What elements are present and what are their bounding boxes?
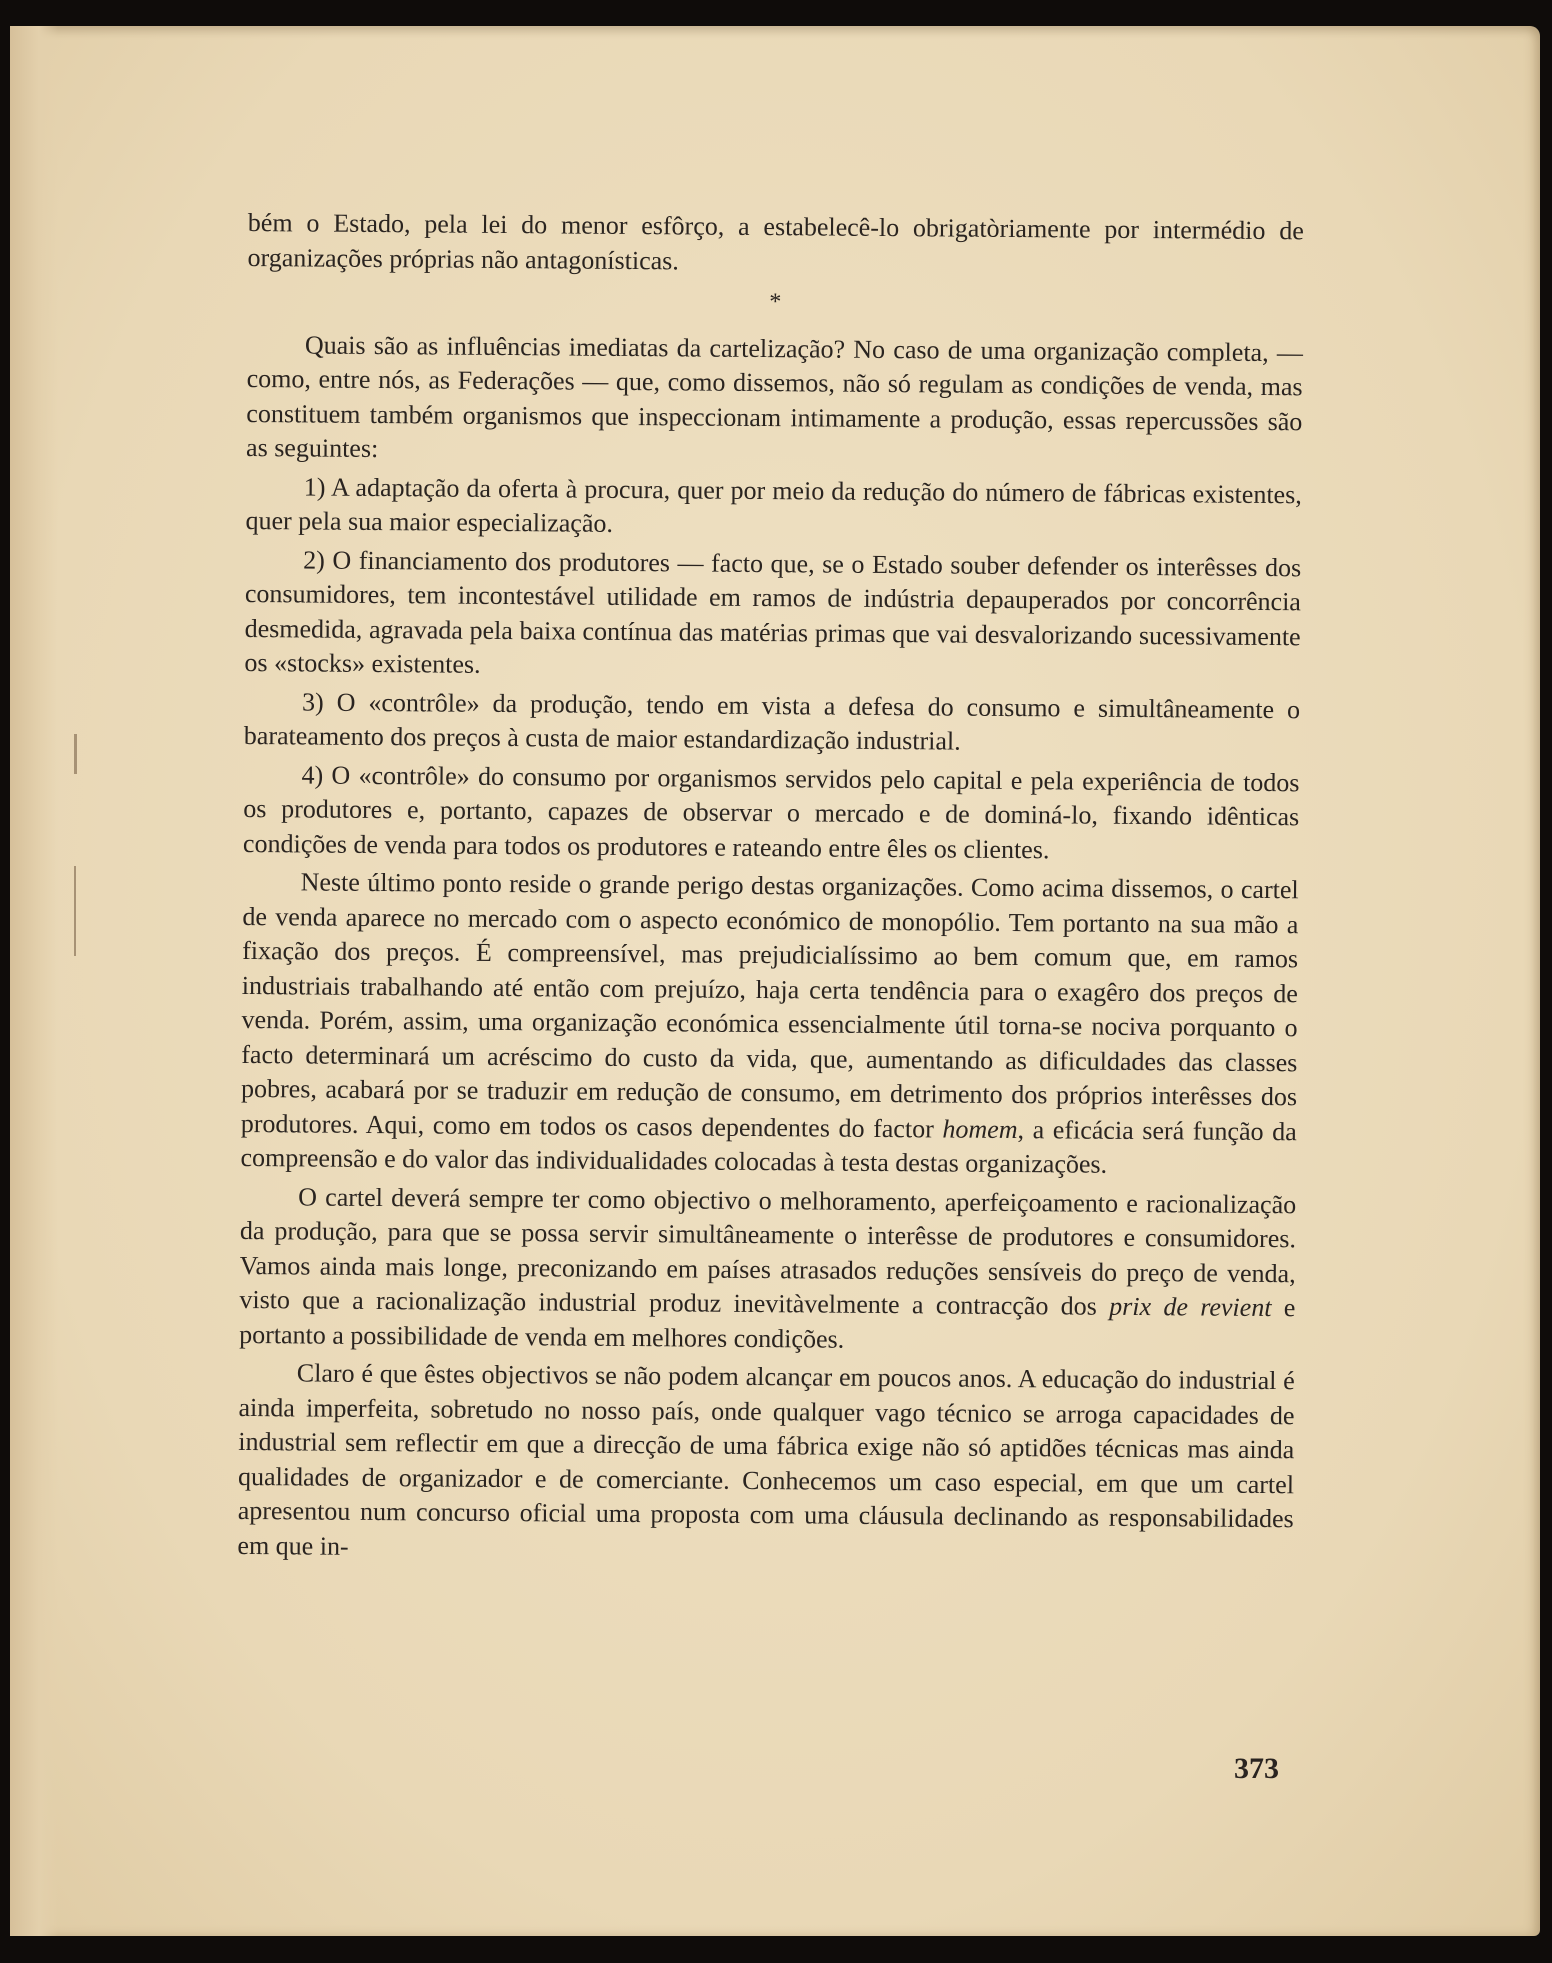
paragraph-text: O cartel deverá sempre ter como objectivo o melhoramento, aperfeiçoamento e racionalização da produção, para que se possa servir simultâneamente o interêsse de produtores e consumidores. Vamos ainda mais longe, preconizando em países atrasados reduções sensíveis do preço de venda, visto que a racionalização industrial produz inevitàvelmente a contracção dos bbox=[239, 1181, 1297, 1321]
paragraph bbox=[239, 1179, 1296, 1360]
paragraph-continuation: bém o Estado, pela lei do menor esfôrço, a estabelecê-lo obrigatòriamente por intermédio de organizações próprias não antagonísticas. bbox=[247, 207, 1304, 275]
paragraph-text: Neste último ponto reside o grande perigo destas organizações. Como acima dissemos, o cartel de venda aparece no mercado com o aspecto económico de monopólio. Tem portanto na sua mão a fixação dos preços. É compreensível, mas prejudicialíssimo ao bem comum que, em ramos industriais trabalhando até então com prejuízo, haja certa tendência para o exagêro dos preços de venda. Porém, assim, uma organização económica essencialmente útil torna-se nociva porquanto o facto determinará um acréscimo do custo da vida, que, aumentando as dificuldades das classes pobres, acabará por se traduzir em redução de consumo, em detrimento dos próprios interêsses dos produtores. Aqui, como em todos os casos dependentes do factor bbox=[240, 867, 1299, 1143]
paragraph-text: , a eficácia será função da compreensão e do valor das individualidades colocadas à testa destas organizações. bbox=[240, 1114, 1297, 1179]
book-page bbox=[10, 26, 1540, 1936]
list-item-4: 4) O «contrôle» do consumo por organismos servidos pelo capital e pela experiência de todos os produtores e, portanto, capazes de observar o mercado e de dominá-lo, fixando idênticas condições de venda para todos os produtores e rateando entre êles os clientes. bbox=[242, 759, 1300, 864]
margin-mark bbox=[74, 734, 77, 774]
section-separator-asterisk: * bbox=[769, 289, 782, 316]
margin-mark bbox=[74, 866, 76, 956]
page-gutter-shadow bbox=[10, 26, 58, 1936]
paragraph-text: e portanto a possibilidade de venda em melhores condições. bbox=[239, 1293, 1296, 1354]
italic-term: homem bbox=[942, 1113, 1018, 1144]
list-item-2: 2) O financiamento dos produtores — facto que, se o Estado souber defender os interêsses dos consumidores, tem incontestável utilidade em ramos de indústria depauperados por concorrência desmedida, agravada pela baixa contínua das matérias primas que vai desvalorizando sucessivamente os «stocks» existentes. bbox=[244, 544, 1302, 679]
paragraph: Claro é que êstes objectivos se não podem alcançar em poucos anos. A educação do industrial é ainda imperfeita, sobretudo no nosso país, onde qualquer vago técnico se arroga capacidades de industrial sem reflectir em que a direcção de uma fábrica exige não só aptidões técnicas mas ainda qualidades de organizador e de comerciante. Conhecemos um caso especial, em que um cartel apresentou num concurso oficial uma proposta com uma cláusula declinando as responsabilidades em que in- bbox=[237, 1358, 1295, 1561]
body-text bbox=[237, 206, 1304, 1575]
page-number: 373 bbox=[1234, 1752, 1279, 1785]
list-item-3: 3) O «contrôle» da produção, tendo em vista a defesa do consumo e simultâneamente o barateamento dos preços à custa de maior estandardização industrial. bbox=[243, 686, 1301, 756]
italic-term: prix de revient bbox=[1109, 1291, 1272, 1323]
paragraph bbox=[240, 865, 1298, 1184]
list-item-1: 1) A adaptação da oferta à procura, quer por meio da redução do número de fábricas existentes, quer pela sua maior especialização. bbox=[245, 471, 1302, 538]
paragraph: Quais são as influências imediatas da cartelização? No caso de uma organização completa, — como, entre nós, as Federações — que, como dissemos, não só regulam as condições de venda, mas constituem também organismos que inspeccionam intimamente a produção, essas repercussões são as seguintes: bbox=[245, 329, 1303, 464]
